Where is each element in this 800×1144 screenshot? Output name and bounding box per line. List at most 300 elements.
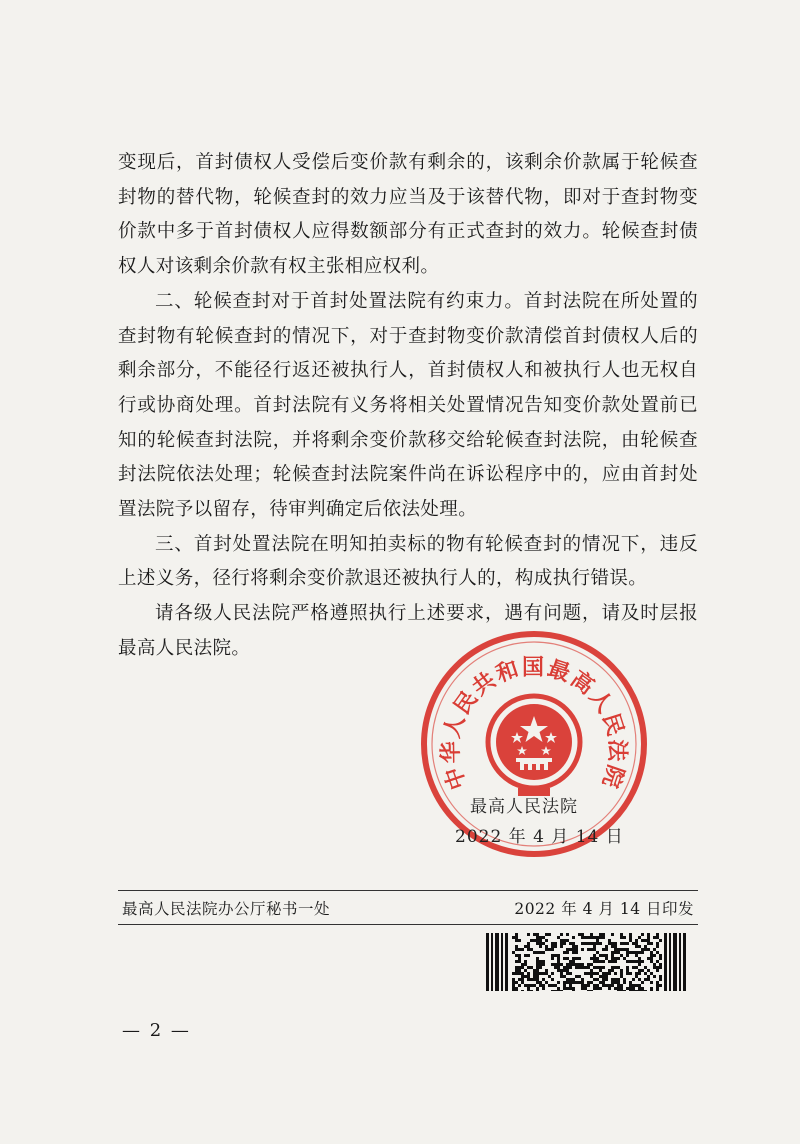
barcode-cell bbox=[566, 981, 569, 984]
barcode-cell bbox=[629, 984, 632, 987]
barcode-cell bbox=[593, 936, 596, 939]
barcode-cell bbox=[644, 939, 647, 942]
barcode-cell bbox=[638, 984, 641, 987]
barcode-cell bbox=[623, 948, 626, 951]
barcode-cell bbox=[572, 990, 575, 991]
barcode-cell bbox=[557, 969, 560, 972]
footer-top-rule bbox=[118, 890, 698, 891]
barcode-cell bbox=[536, 957, 539, 960]
barcode-cell bbox=[590, 969, 593, 972]
barcode-cell bbox=[641, 969, 644, 972]
barcode-cell bbox=[542, 987, 545, 990]
barcode-cell bbox=[587, 990, 590, 991]
barcode-cell bbox=[629, 981, 632, 984]
barcode-cell bbox=[599, 954, 602, 957]
barcode-cell bbox=[626, 987, 629, 990]
barcode-cell bbox=[611, 942, 614, 945]
barcode-cell bbox=[584, 984, 587, 987]
barcode-cell bbox=[626, 948, 629, 951]
barcode-cell bbox=[512, 936, 515, 939]
barcode-cell bbox=[515, 933, 518, 936]
barcode-cell bbox=[608, 972, 611, 975]
barcode-cell bbox=[533, 984, 536, 987]
barcode-cell bbox=[599, 969, 602, 972]
barcode-cell bbox=[515, 972, 518, 975]
barcode-cell bbox=[659, 963, 662, 966]
barcode-cell bbox=[647, 936, 650, 939]
barcode-cell bbox=[530, 966, 533, 969]
barcode-cell bbox=[542, 978, 545, 981]
barcode-cell bbox=[617, 966, 620, 969]
barcode-cell bbox=[533, 969, 536, 972]
barcode-cell bbox=[557, 966, 560, 969]
barcode-cell bbox=[623, 942, 626, 945]
barcode-cell bbox=[539, 963, 542, 966]
barcode-cell bbox=[653, 954, 656, 957]
barcode-cell bbox=[536, 966, 539, 969]
barcode-cell bbox=[659, 966, 662, 969]
seal-ring-text: 中华人民共和国最高人民法院 bbox=[438, 655, 630, 793]
barcode-cell bbox=[620, 948, 623, 951]
barcode-cell bbox=[515, 981, 518, 984]
barcode-cell bbox=[629, 972, 632, 975]
barcode-cell bbox=[551, 954, 554, 957]
barcode-cell bbox=[587, 966, 590, 969]
barcode-cell bbox=[515, 939, 518, 942]
barcode-cell bbox=[593, 948, 596, 951]
barcode-cell bbox=[608, 942, 611, 945]
barcode-cell bbox=[632, 951, 635, 954]
document-body bbox=[118, 146, 698, 667]
barcode-cell bbox=[560, 942, 563, 945]
barcode-cell bbox=[635, 966, 638, 969]
barcode-cell bbox=[650, 960, 653, 963]
barcode-cell bbox=[614, 957, 617, 960]
barcode-cell bbox=[578, 966, 581, 969]
barcode-cell bbox=[614, 942, 617, 945]
barcode-cell bbox=[530, 990, 533, 991]
barcode-cell bbox=[599, 981, 602, 984]
barcode-cell bbox=[581, 984, 584, 987]
barcode-cell bbox=[518, 939, 521, 942]
barcode-cell bbox=[572, 987, 575, 990]
barcode-cell bbox=[548, 933, 551, 936]
barcode-cell bbox=[557, 957, 560, 960]
barcode-cell bbox=[647, 969, 650, 972]
barcode-cell bbox=[563, 981, 566, 984]
barcode-cell bbox=[632, 990, 635, 991]
barcode-cell bbox=[536, 951, 539, 954]
barcode-cell bbox=[521, 948, 524, 951]
barcode-cell bbox=[632, 978, 635, 981]
barcode-cell bbox=[605, 957, 608, 960]
barcode-cell bbox=[632, 942, 635, 945]
barcode-cell bbox=[566, 987, 569, 990]
barcode-cell bbox=[518, 948, 521, 951]
barcode-cell bbox=[575, 957, 578, 960]
barcode-cell bbox=[593, 966, 596, 969]
barcode-cell bbox=[620, 975, 623, 978]
barcode-cell bbox=[563, 942, 566, 945]
barcode-cell bbox=[650, 987, 653, 990]
barcode-cell bbox=[650, 981, 653, 984]
barcode-cell bbox=[656, 966, 659, 969]
barcode-cell bbox=[596, 942, 599, 945]
barcode-cell bbox=[539, 981, 542, 984]
barcode-cell bbox=[656, 960, 659, 963]
barcode-cell bbox=[629, 936, 632, 939]
barcode-cell bbox=[557, 960, 560, 963]
national-emblem-icon bbox=[488, 696, 580, 796]
barcode-cell bbox=[653, 963, 656, 966]
barcode-cell bbox=[590, 942, 593, 945]
barcode-cell bbox=[581, 966, 584, 969]
barcode-cell bbox=[605, 948, 608, 951]
barcode-cell bbox=[647, 948, 650, 951]
barcode-cell bbox=[539, 939, 542, 942]
barcode-cell bbox=[575, 981, 578, 984]
barcode-cell bbox=[656, 969, 659, 972]
barcode-cell bbox=[536, 933, 539, 936]
barcode-cell bbox=[638, 990, 641, 991]
barcode-cell bbox=[563, 987, 566, 990]
barcode-cell bbox=[635, 960, 638, 963]
barcode-cell bbox=[524, 945, 527, 948]
barcode-cell bbox=[524, 960, 527, 963]
barcode-cell bbox=[647, 957, 650, 960]
barcode-cell bbox=[635, 975, 638, 978]
barcode-cell bbox=[557, 990, 560, 991]
barcode-cell bbox=[560, 972, 563, 975]
barcode-cell bbox=[512, 984, 515, 987]
barcode-cell bbox=[632, 960, 635, 963]
barcode-cell bbox=[563, 966, 566, 969]
barcode-cell bbox=[626, 954, 629, 957]
barcode-cell bbox=[629, 960, 632, 963]
barcode-cell bbox=[584, 936, 587, 939]
barcode-cell bbox=[566, 978, 569, 981]
barcode-cell bbox=[569, 948, 572, 951]
barcode-cell bbox=[521, 972, 524, 975]
barcode-cell bbox=[527, 984, 530, 987]
barcode-cell bbox=[611, 933, 614, 936]
barcode-cell bbox=[581, 933, 584, 936]
barcode-cell bbox=[554, 990, 557, 991]
barcode-cell bbox=[590, 990, 593, 991]
barcode-cell bbox=[641, 981, 644, 984]
barcode-cell bbox=[650, 972, 653, 975]
barcode-cell bbox=[620, 942, 623, 945]
barcode-cell bbox=[614, 951, 617, 954]
barcode-cell bbox=[581, 963, 584, 966]
barcode-cell bbox=[527, 987, 530, 990]
barcode-cell bbox=[560, 963, 563, 966]
barcode-cell bbox=[656, 933, 659, 936]
barcode-cell bbox=[587, 963, 590, 966]
barcode-cell bbox=[545, 945, 548, 948]
barcode-cell bbox=[560, 933, 563, 936]
barcode-cell bbox=[542, 951, 545, 954]
barcode-cell bbox=[572, 963, 575, 966]
barcode-cell bbox=[524, 984, 527, 987]
barcode-cell bbox=[557, 936, 560, 939]
barcode-cell bbox=[638, 957, 641, 960]
barcode-cell bbox=[656, 951, 659, 954]
barcode-cell bbox=[587, 984, 590, 987]
barcode-cell bbox=[536, 963, 539, 966]
barcode-cell bbox=[554, 954, 557, 957]
barcode-cell bbox=[593, 945, 596, 948]
barcode-cell bbox=[635, 945, 638, 948]
barcode-cell bbox=[536, 936, 539, 939]
barcode-cell bbox=[554, 966, 557, 969]
barcode-cell bbox=[617, 951, 620, 954]
barcode-cell bbox=[551, 978, 554, 981]
barcode-cell bbox=[644, 966, 647, 969]
barcode-cell bbox=[611, 966, 614, 969]
barcode-cell bbox=[635, 984, 638, 987]
barcode-cell bbox=[578, 933, 581, 936]
barcode-cell bbox=[539, 960, 542, 963]
barcode-cell bbox=[569, 978, 572, 981]
barcode-cell bbox=[563, 951, 566, 954]
barcode-cell bbox=[620, 969, 623, 972]
barcode-cell bbox=[572, 957, 575, 960]
barcode-cell bbox=[608, 939, 611, 942]
barcode-cell bbox=[527, 948, 530, 951]
barcode-cell bbox=[545, 981, 548, 984]
barcode-cell bbox=[617, 990, 620, 991]
barcode-cell bbox=[608, 960, 611, 963]
barcode-cell bbox=[536, 939, 539, 942]
barcode-cell bbox=[611, 945, 614, 948]
barcode-cell bbox=[548, 984, 551, 987]
barcode-image bbox=[486, 933, 686, 991]
barcode-cell bbox=[551, 957, 554, 960]
barcode-cell bbox=[590, 948, 593, 951]
barcode-cell bbox=[584, 966, 587, 969]
barcode-cell bbox=[563, 984, 566, 987]
barcode-cell bbox=[542, 942, 545, 945]
barcode-cell bbox=[533, 939, 536, 942]
barcode-cell bbox=[542, 984, 545, 987]
barcode-cell bbox=[551, 963, 554, 966]
barcode-cell bbox=[572, 981, 575, 984]
barcode-cell bbox=[533, 951, 536, 954]
barcode-cell bbox=[599, 975, 602, 978]
barcode-cell bbox=[656, 945, 659, 948]
barcode-cell bbox=[521, 975, 524, 978]
barcode-cell bbox=[539, 972, 542, 975]
barcode-cell bbox=[617, 984, 620, 987]
barcode-cell bbox=[554, 945, 557, 948]
barcode-cell bbox=[548, 948, 551, 951]
barcode-cell bbox=[515, 948, 518, 951]
barcode-cell bbox=[626, 942, 629, 945]
barcode-cell bbox=[641, 951, 644, 954]
barcode-cell bbox=[650, 957, 653, 960]
barcode-cell bbox=[518, 960, 521, 963]
barcode-cell bbox=[590, 957, 593, 960]
barcode-cell bbox=[620, 990, 623, 991]
barcode-cell bbox=[530, 978, 533, 981]
barcode-cell bbox=[542, 960, 545, 963]
barcode-cell bbox=[590, 981, 593, 984]
barcode-cell bbox=[605, 972, 608, 975]
barcode-cell bbox=[602, 966, 605, 969]
barcode-cell bbox=[656, 981, 659, 984]
barcode-cell bbox=[635, 939, 638, 942]
barcode-cell bbox=[614, 966, 617, 969]
barcode-cell bbox=[566, 948, 569, 951]
barcode-cell bbox=[593, 978, 596, 981]
barcode-cell bbox=[518, 969, 521, 972]
barcode-cell bbox=[656, 936, 659, 939]
barcode-cell bbox=[524, 969, 527, 972]
barcode-cell bbox=[545, 948, 548, 951]
barcode-cell bbox=[602, 954, 605, 957]
barcode-cell bbox=[656, 990, 659, 991]
barcode-cell bbox=[617, 987, 620, 990]
signature-date: 2022 年 4 月 14 日 bbox=[455, 827, 624, 847]
barcode-cell bbox=[539, 951, 542, 954]
barcode-cell bbox=[602, 975, 605, 978]
barcode-cell bbox=[611, 981, 614, 984]
barcode-cell bbox=[596, 984, 599, 987]
barcode-cell bbox=[572, 948, 575, 951]
barcode-cell bbox=[557, 963, 560, 966]
barcode-cell bbox=[644, 945, 647, 948]
barcode-cell bbox=[560, 990, 563, 991]
barcode-cell bbox=[563, 969, 566, 972]
barcode-cell bbox=[581, 987, 584, 990]
barcode-cell bbox=[539, 936, 542, 939]
barcode-cell bbox=[587, 981, 590, 984]
barcode-cell bbox=[521, 981, 524, 984]
barcode-cell bbox=[635, 951, 638, 954]
barcode-cell bbox=[527, 942, 530, 945]
barcode-cell bbox=[518, 954, 521, 957]
barcode-cell bbox=[566, 939, 569, 942]
barcode-cell bbox=[569, 942, 572, 945]
barcode-cell bbox=[605, 954, 608, 957]
barcode-cell bbox=[554, 963, 557, 966]
barcode-cell bbox=[512, 978, 515, 981]
barcode-cell bbox=[527, 990, 530, 991]
paragraph-closing: 请各级人民法院严格遵照执行上述要求，遇有问题，请及时层报最高人民法院。 bbox=[118, 603, 698, 659]
barcode-cell bbox=[578, 957, 581, 960]
barcode-cell bbox=[602, 981, 605, 984]
barcode-cell bbox=[599, 960, 602, 963]
barcode-cell bbox=[602, 978, 605, 981]
barcode-cell bbox=[518, 957, 521, 960]
barcode-cell bbox=[641, 960, 644, 963]
barcode-cell bbox=[536, 942, 539, 945]
barcode-cell bbox=[515, 966, 518, 969]
barcode-cell bbox=[638, 960, 641, 963]
barcode-cell bbox=[647, 942, 650, 945]
barcode-cell bbox=[653, 966, 656, 969]
barcode-cell bbox=[608, 987, 611, 990]
barcode-cell bbox=[524, 975, 527, 978]
barcode-cell bbox=[638, 978, 641, 981]
barcode-cell bbox=[596, 951, 599, 954]
footer-issued-date: 2022 年 4 月 14 日印发 bbox=[514, 900, 694, 918]
barcode-cell bbox=[623, 981, 626, 984]
barcode-cell bbox=[611, 957, 614, 960]
barcode-cell bbox=[575, 966, 578, 969]
page-number: — 2 — bbox=[122, 1020, 191, 1041]
barcode-cell bbox=[566, 963, 569, 966]
barcode-cell bbox=[611, 969, 614, 972]
barcode-cell bbox=[659, 939, 662, 942]
barcode-cell bbox=[593, 960, 596, 963]
barcode-cell bbox=[527, 966, 530, 969]
barcode-cell bbox=[632, 984, 635, 987]
barcode-cell bbox=[518, 978, 521, 981]
barcode-cell bbox=[623, 978, 626, 981]
barcode-cell bbox=[632, 966, 635, 969]
barcode-cell bbox=[626, 972, 629, 975]
barcode-cell bbox=[527, 933, 530, 936]
barcode-cell bbox=[614, 948, 617, 951]
barcode-cell bbox=[629, 933, 632, 936]
barcode-cell bbox=[599, 987, 602, 990]
barcode-cell bbox=[569, 987, 572, 990]
barcode-cell bbox=[605, 978, 608, 981]
barcode-cell bbox=[557, 981, 560, 984]
barcode-cell bbox=[575, 975, 578, 978]
barcode-cell bbox=[560, 975, 563, 978]
barcode-cell bbox=[542, 972, 545, 975]
barcode-cell bbox=[596, 936, 599, 939]
barcode-cell bbox=[536, 960, 539, 963]
barcode-cell bbox=[590, 963, 593, 966]
barcode-cell bbox=[590, 975, 593, 978]
barcode-cell bbox=[572, 936, 575, 939]
barcode-cell bbox=[548, 975, 551, 978]
footer-issuer: 最高人民法院办公厅秘书一处 bbox=[122, 900, 331, 918]
barcode-cell bbox=[533, 972, 536, 975]
barcode-cell bbox=[638, 936, 641, 939]
barcode-cell bbox=[512, 990, 515, 991]
barcode-cell bbox=[659, 957, 662, 960]
barcode-cell bbox=[557, 954, 560, 957]
barcode-cell bbox=[575, 963, 578, 966]
barcode-cell bbox=[527, 975, 530, 978]
barcode-cell bbox=[614, 978, 617, 981]
barcode-cell bbox=[578, 975, 581, 978]
barcode-cell bbox=[575, 948, 578, 951]
barcode-cell bbox=[599, 933, 602, 936]
barcode-cell bbox=[557, 987, 560, 990]
barcode-cell bbox=[554, 942, 557, 945]
barcode-cell bbox=[659, 978, 662, 981]
barcode-cell bbox=[611, 984, 614, 987]
barcode-cell bbox=[596, 939, 599, 942]
barcode-cell bbox=[560, 969, 563, 972]
barcode-cell bbox=[551, 972, 554, 975]
barcode-cell bbox=[644, 978, 647, 981]
barcode-cell bbox=[602, 933, 605, 936]
barcode-cell bbox=[644, 972, 647, 975]
barcode-cell bbox=[638, 969, 641, 972]
barcode-cell bbox=[656, 984, 659, 987]
barcode-cell bbox=[512, 981, 515, 984]
barcode-cell bbox=[593, 984, 596, 987]
barcode-cell bbox=[614, 987, 617, 990]
barcode-cell bbox=[656, 942, 659, 945]
